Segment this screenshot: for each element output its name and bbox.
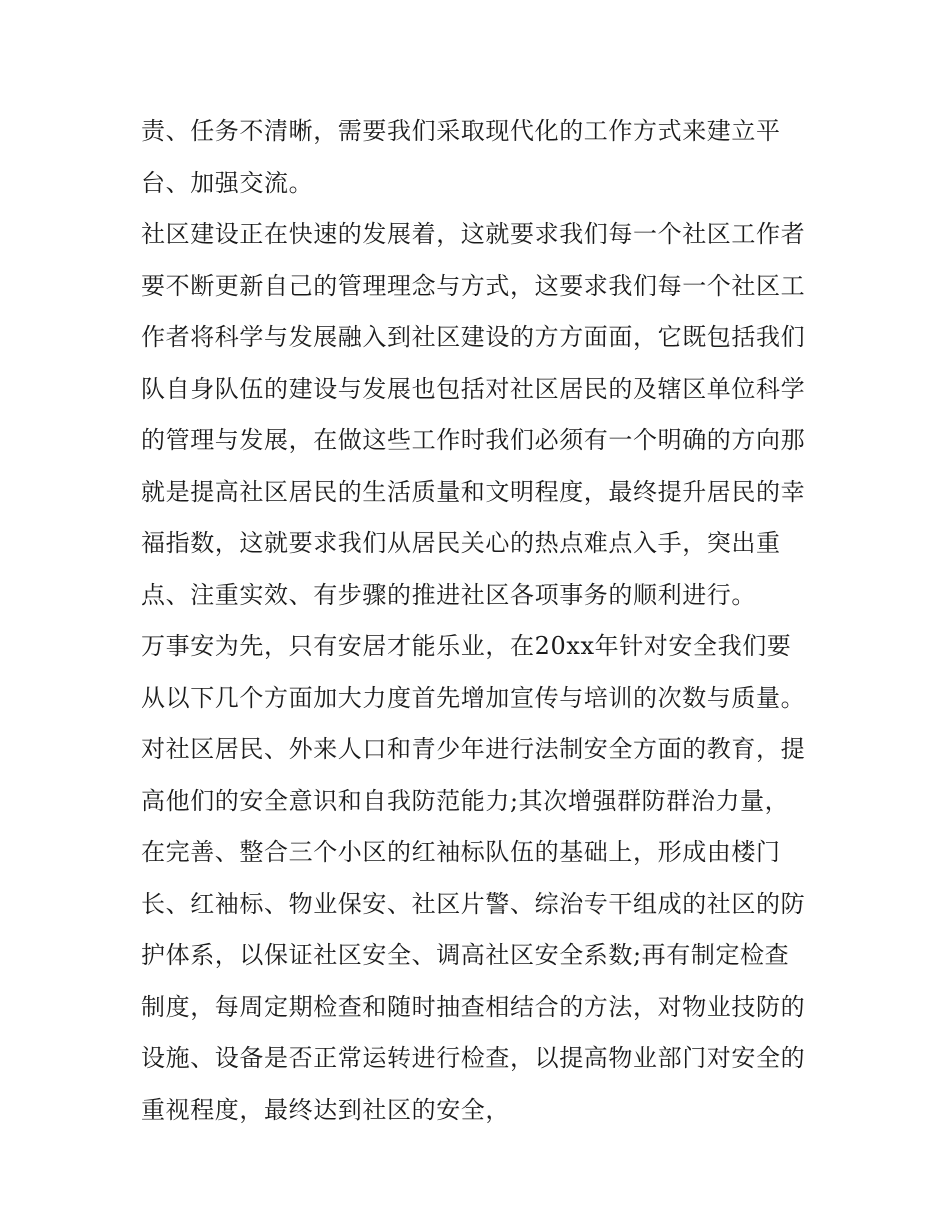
text-line: 社区建设正在快速的发展着，这就要求我们每一个社区工作者 — [141, 220, 806, 248]
text-line: 护体系，以保证社区安全、调高社区安全系数;再有制定检查 — [141, 941, 790, 969]
text-line: 在完善、整合三个小区的红袖标队伍的基础上，形成由楼门 — [141, 838, 781, 866]
text-line: 万事安为先，只有安居才能乐业，在20xx年针对安全我们要 — [141, 632, 792, 660]
text-line: 从以下几个方面加大力度首先增加宣传与培训的次数与质量。 — [141, 683, 806, 712]
text-line: 重视程度，最终达到社区的安全， — [141, 1095, 510, 1124]
text-line: 点、注重实效、有步骤的推进社区各项事务的顺利进行。 — [141, 580, 756, 609]
text-line: 台、加强交流。 — [141, 168, 314, 197]
text-line: 队自身队伍的建设与发展也包括对社区居民的及辖区单位科学 — [141, 374, 806, 403]
document-body — [141, 106, 821, 1136]
text-line: 制度，每周定期检查和随时抽查相结合的方法，对物业技防的 — [141, 992, 806, 1021]
text-line: 设施、设备是否正常运转进行检查，以提高物业部门对安全的 — [141, 1044, 806, 1072]
text-line: 对社区居民、外来人口和青少年进行法制安全方面的教育，提 — [141, 735, 806, 763]
text-line: 要不断更新自己的管理理念与方式，这要求我们每一个社区工 — [141, 271, 806, 300]
text-line: 高他们的安全意识和自我防范能力;其次增强群防群治力量， — [141, 786, 790, 815]
text-line: 长、红袖标、物业保安、社区片警、综治专干组成的社区的防 — [141, 889, 806, 918]
text-line: 责、任务不清晰，需要我们采取现代化的工作方式来建立平 — [141, 117, 781, 145]
text-line: 福指数，这就要求我们从居民关心的热点难点入手，突出重 — [141, 529, 781, 557]
text-line: 的管理与发展，在做这些工作时我们必须有一个明确的方向那 — [141, 426, 806, 454]
text-line: 作者将科学与发展融入到社区建设的方方面面，它既包括我们 — [141, 323, 806, 351]
text-line: 就是提高社区居民的生活质量和文明程度，最终提升居民的幸 — [141, 477, 806, 506]
